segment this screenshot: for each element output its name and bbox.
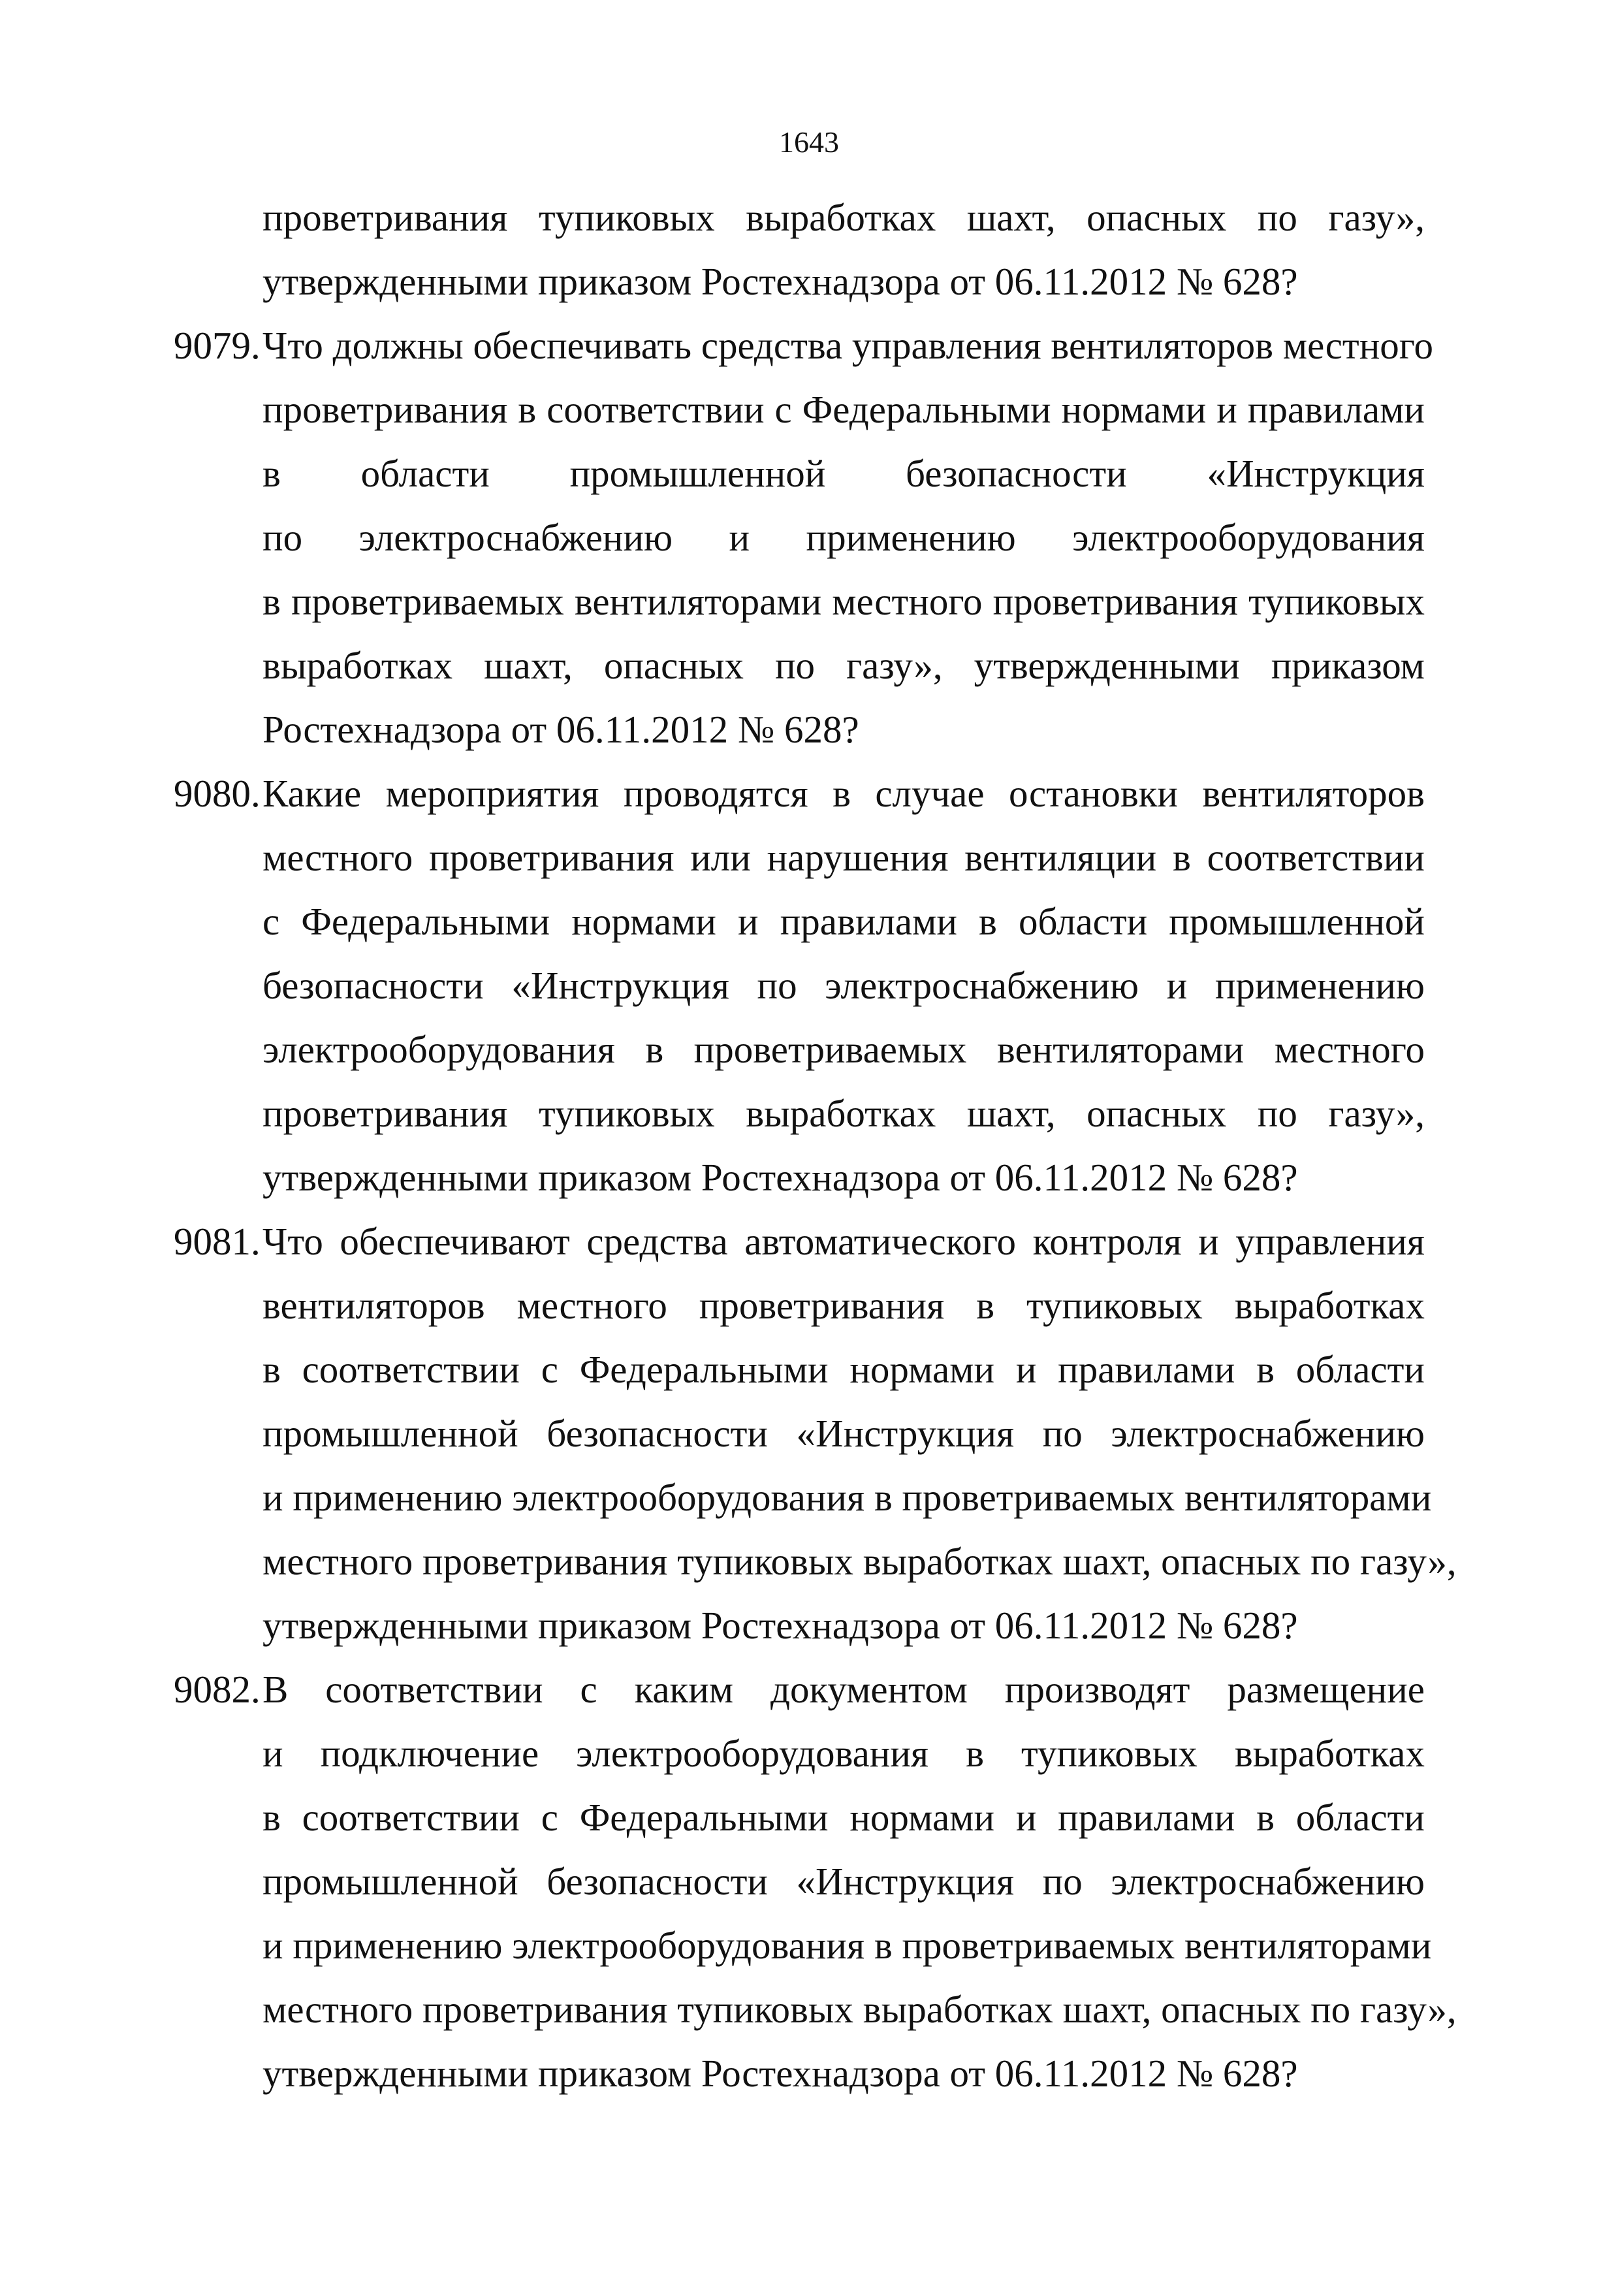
text-line: промышленной безопасности «Инструкция по электроснабжению [262, 1860, 1425, 1903]
text-line: и применению электрооборудования в проветриваемых вентиляторами [262, 1476, 1432, 1519]
question-number: 9082. [174, 1668, 261, 1711]
text-line: электрооборудования в проветриваемых вентиляторами местного [262, 1028, 1425, 1071]
text-line: утвержденными приказом Ростехнадзора от 06.11.2012 № 628? [262, 1604, 1298, 1647]
text-line: Ростехнадзора от 06.11.2012 № 628? [262, 708, 859, 751]
text-line: местного проветривания или нарушения вентиляции в соответствии [262, 836, 1425, 879]
text-line: проветривания тупиковых выработках шахт, опасных по газу», [262, 1092, 1425, 1135]
question-text [262, 313, 1434, 761]
page-content [174, 185, 1457, 2105]
text-line: и применению электрооборудования в проветриваемых вентиляторами [262, 1924, 1432, 1967]
continuation-text [210, 185, 1425, 313]
text-line: проветривания в соответствии с Федеральными нормами и правилами [262, 388, 1425, 431]
question-9082 [174, 1657, 1457, 2105]
text-line: и подключение электрооборудования в тупиковых выработках [262, 1732, 1425, 1775]
question-text [262, 1209, 1457, 1657]
text-line: местного проветривания тупиковых выработках шахт, опасных по газу», [262, 1988, 1457, 2031]
question-9080 [174, 761, 1425, 1209]
text-line: утвержденными приказом Ростехнадзора от 06.11.2012 № 628? [262, 1156, 1298, 1199]
question-text [262, 761, 1425, 1209]
text-line: вентиляторов местного проветривания в тупиковых выработках [262, 1284, 1425, 1327]
question-number: 9080. [174, 772, 261, 815]
text-line: утвержденными приказом Ростехнадзора от 06.11.2012 № 628? [262, 2052, 1298, 2095]
text-line: по электроснабжению и применению электрооборудования [262, 516, 1425, 559]
text-line: с Федеральными нормами и правилами в области промышленной [262, 900, 1425, 943]
question-9081 [174, 1209, 1457, 1657]
text-line: Что должны обеспечивать средства управления вентиляторов местного [262, 324, 1434, 367]
question-text [262, 1657, 1457, 2105]
text-line: в соответствии с Федеральными нормами и правилами в области [262, 1796, 1425, 1839]
text-line: промышленной безопасности «Инструкция по электроснабжению [262, 1412, 1425, 1455]
text-line: в проветриваемых вентиляторами местного проветривания тупиковых [262, 580, 1425, 623]
text-line: в соответствии с Федеральными нормами и правилами в области [262, 1348, 1425, 1391]
page-number: 1643 [779, 125, 839, 159]
text-line: проветривания тупиковых выработках шахт, опасных по газу», [262, 196, 1425, 239]
text-line: выработках шахт, опасных по газу», утвержденными приказом [262, 644, 1425, 687]
text-line: безопасности «Инструкция по электроснабжению и применению [262, 964, 1425, 1007]
text-line: в области промышленной безопасности «Инструкция [262, 452, 1425, 495]
question-number: 9081. [174, 1220, 261, 1263]
text-line: В соответствии с каким документом производят размещение [262, 1668, 1425, 1711]
question-number: 9079. [174, 324, 261, 367]
question-9079 [174, 313, 1434, 761]
text-line: Какие мероприятия проводятся в случае остановки вентиляторов [262, 772, 1425, 815]
text-line: утвержденными приказом Ростехнадзора от 06.11.2012 № 628? [262, 260, 1298, 303]
text-line: Что обеспечивают средства автоматического контроля и управления [262, 1220, 1425, 1263]
text-line: местного проветривания тупиковых выработках шахт, опасных по газу», [262, 1540, 1457, 1583]
